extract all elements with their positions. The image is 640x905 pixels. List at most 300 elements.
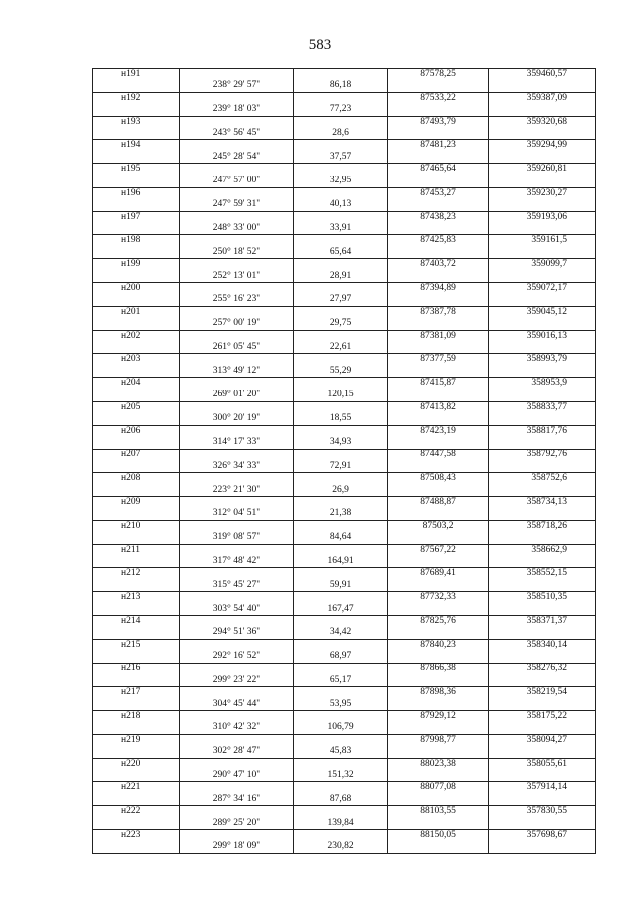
empty-angle-cell: [180, 330, 294, 342]
y-coordinate-cell: 359161,5: [489, 235, 596, 247]
empty-name-cell: [93, 604, 180, 616]
point-name-cell: н204: [93, 378, 180, 390]
distance-cell: 68,97: [294, 651, 388, 663]
segment-row: [93, 176, 596, 188]
point-row: [93, 187, 596, 199]
point-name-cell: н207: [93, 449, 180, 461]
point-name-cell: н198: [93, 235, 180, 247]
x-coordinate-cell: 87377,59: [388, 354, 489, 366]
y-coordinate-cell: 359045,12: [489, 306, 596, 318]
point-name-cell: н203: [93, 354, 180, 366]
x-coordinate-cell: 87898,36: [388, 687, 489, 699]
empty-y-cell: [489, 294, 596, 306]
point-name-cell: н200: [93, 283, 180, 295]
point-row: [93, 568, 596, 580]
distance-cell: 151,32: [294, 770, 388, 782]
direction-angle-cell: 248° 33' 00": [180, 223, 294, 235]
empty-x-cell: [388, 366, 489, 378]
y-coordinate-cell: 359294,99: [489, 140, 596, 152]
empty-y-cell: [489, 556, 596, 568]
empty-y-cell: [489, 247, 596, 259]
empty-x-cell: [388, 318, 489, 330]
empty-y-cell: [489, 318, 596, 330]
empty-distance-cell: [294, 354, 388, 366]
segment-row: [93, 818, 596, 830]
segment-row: [93, 318, 596, 330]
point-row: [93, 283, 596, 295]
empty-name-cell: [93, 223, 180, 235]
empty-y-cell: [489, 508, 596, 520]
direction-angle-cell: 292° 16' 52": [180, 651, 294, 663]
empty-angle-cell: [180, 306, 294, 318]
empty-angle-cell: [180, 473, 294, 485]
direction-angle-cell: 289° 25' 20": [180, 818, 294, 830]
empty-name-cell: [93, 580, 180, 592]
empty-y-cell: [489, 199, 596, 211]
empty-angle-cell: [180, 758, 294, 770]
empty-distance-cell: [294, 544, 388, 556]
empty-distance-cell: [294, 116, 388, 128]
distance-cell: 29,75: [294, 318, 388, 330]
direction-angle-cell: 247° 59' 31": [180, 199, 294, 211]
point-name-cell: н210: [93, 520, 180, 532]
x-coordinate-cell: 87533,22: [388, 92, 489, 104]
segment-row: [93, 461, 596, 473]
point-name-cell: н216: [93, 663, 180, 675]
distance-cell: 53,95: [294, 699, 388, 711]
y-coordinate-cell: 358276,32: [489, 663, 596, 675]
empty-x-cell: [388, 176, 489, 188]
empty-name-cell: [93, 271, 180, 283]
distance-cell: 34,42: [294, 627, 388, 639]
segment-row: [93, 390, 596, 402]
point-name-cell: н223: [93, 830, 180, 842]
point-name-cell: н220: [93, 758, 180, 770]
x-coordinate-cell: 87493,79: [388, 116, 489, 128]
empty-x-cell: [388, 627, 489, 639]
empty-x-cell: [388, 294, 489, 306]
coordinates-table-body: [93, 69, 596, 854]
x-coordinate-cell: 87381,09: [388, 330, 489, 342]
empty-distance-cell: [294, 592, 388, 604]
empty-angle-cell: [180, 782, 294, 794]
empty-distance-cell: [294, 306, 388, 318]
x-coordinate-cell: 87403,72: [388, 259, 489, 271]
empty-x-cell: [388, 104, 489, 116]
empty-angle-cell: [180, 425, 294, 437]
empty-name-cell: [93, 413, 180, 425]
point-row: [93, 306, 596, 318]
point-row: [93, 663, 596, 675]
empty-name-cell: [93, 508, 180, 520]
point-name-cell: н211: [93, 544, 180, 556]
empty-name-cell: [93, 675, 180, 687]
empty-distance-cell: [294, 782, 388, 794]
point-row: [93, 164, 596, 176]
point-name-cell: н215: [93, 639, 180, 651]
distance-cell: 40,13: [294, 199, 388, 211]
direction-angle-cell: 247° 57' 00": [180, 176, 294, 188]
y-coordinate-cell: 358734,13: [489, 497, 596, 509]
segment-row: [93, 746, 596, 758]
distance-cell: 84,64: [294, 532, 388, 544]
empty-y-cell: [489, 366, 596, 378]
empty-y-cell: [489, 580, 596, 592]
segment-row: [93, 271, 596, 283]
empty-y-cell: [489, 176, 596, 188]
empty-name-cell: [93, 556, 180, 568]
point-row: [93, 734, 596, 746]
point-row: [93, 140, 596, 152]
empty-distance-cell: [294, 758, 388, 770]
point-row: [93, 615, 596, 627]
point-name-cell: н191: [93, 69, 180, 81]
empty-distance-cell: [294, 473, 388, 485]
x-coordinate-cell: 87415,87: [388, 378, 489, 390]
point-row: [93, 687, 596, 699]
empty-x-cell: [388, 532, 489, 544]
point-row: [93, 69, 596, 81]
point-row: [93, 235, 596, 247]
direction-angle-cell: 310° 42' 32": [180, 722, 294, 734]
coordinates-table: [92, 68, 596, 854]
empty-y-cell: [489, 746, 596, 758]
point-name-cell: н194: [93, 140, 180, 152]
segment-row: [93, 722, 596, 734]
point-name-cell: н212: [93, 568, 180, 580]
empty-distance-cell: [294, 425, 388, 437]
empty-x-cell: [388, 794, 489, 806]
empty-distance-cell: [294, 520, 388, 532]
y-coordinate-cell: 359230,27: [489, 187, 596, 199]
distance-cell: 21,38: [294, 508, 388, 520]
point-row: [93, 259, 596, 271]
y-coordinate-cell: 359260,81: [489, 164, 596, 176]
empty-x-cell: [388, 199, 489, 211]
point-name-cell: н205: [93, 401, 180, 413]
empty-y-cell: [489, 390, 596, 402]
x-coordinate-cell: 87840,23: [388, 639, 489, 651]
distance-cell: 72,91: [294, 461, 388, 473]
x-coordinate-cell: 87866,38: [388, 663, 489, 675]
empty-y-cell: [489, 770, 596, 782]
x-coordinate-cell: 87488,87: [388, 497, 489, 509]
empty-angle-cell: [180, 806, 294, 818]
distance-cell: 87,68: [294, 794, 388, 806]
empty-name-cell: [93, 794, 180, 806]
distance-cell: 33,91: [294, 223, 388, 235]
point-name-cell: н208: [93, 473, 180, 485]
point-row: [93, 544, 596, 556]
empty-name-cell: [93, 176, 180, 188]
x-coordinate-cell: 87689,41: [388, 568, 489, 580]
y-coordinate-cell: 359460,57: [489, 69, 596, 81]
x-coordinate-cell: 87929,12: [388, 711, 489, 723]
point-row: [93, 473, 596, 485]
empty-name-cell: [93, 437, 180, 449]
direction-angle-cell: 314° 17' 33": [180, 437, 294, 449]
y-coordinate-cell: 358993,79: [489, 354, 596, 366]
distance-cell: 27,97: [294, 294, 388, 306]
point-row: [93, 116, 596, 128]
empty-angle-cell: [180, 211, 294, 223]
empty-name-cell: [93, 366, 180, 378]
distance-cell: 65,64: [294, 247, 388, 259]
point-row: [93, 758, 596, 770]
empty-angle-cell: [180, 283, 294, 295]
segment-row: [93, 342, 596, 354]
empty-y-cell: [489, 104, 596, 116]
x-coordinate-cell: 87732,33: [388, 592, 489, 604]
x-coordinate-cell: 87465,64: [388, 164, 489, 176]
empty-x-cell: [388, 675, 489, 687]
point-name-cell: н197: [93, 211, 180, 223]
empty-name-cell: [93, 722, 180, 734]
empty-name-cell: [93, 390, 180, 402]
empty-x-cell: [388, 413, 489, 425]
empty-y-cell: [489, 532, 596, 544]
segment-row: [93, 556, 596, 568]
empty-distance-cell: [294, 639, 388, 651]
y-coordinate-cell: 358953,9: [489, 378, 596, 390]
direction-angle-cell: 300° 20' 19": [180, 413, 294, 425]
y-coordinate-cell: 358718,26: [489, 520, 596, 532]
empty-distance-cell: [294, 806, 388, 818]
empty-angle-cell: [180, 568, 294, 580]
point-name-cell: н213: [93, 592, 180, 604]
empty-angle-cell: [180, 497, 294, 509]
point-name-cell: н199: [93, 259, 180, 271]
empty-name-cell: [93, 699, 180, 711]
point-name-cell: н222: [93, 806, 180, 818]
x-coordinate-cell: 88077,08: [388, 782, 489, 794]
direction-angle-cell: 303° 54' 40": [180, 604, 294, 616]
direction-angle-cell: 304° 45' 44": [180, 699, 294, 711]
x-coordinate-cell: 88103,55: [388, 806, 489, 818]
empty-y-cell: [489, 342, 596, 354]
empty-x-cell: [388, 746, 489, 758]
y-coordinate-cell: 358552,15: [489, 568, 596, 580]
segment-row: [93, 413, 596, 425]
empty-name-cell: [93, 532, 180, 544]
empty-x-cell: [388, 556, 489, 568]
direction-angle-cell: 269° 01' 20": [180, 390, 294, 402]
direction-angle-cell: 255° 16' 23": [180, 294, 294, 306]
y-coordinate-cell: 358094,27: [489, 734, 596, 746]
y-coordinate-cell: 359193,06: [489, 211, 596, 223]
empty-x-cell: [388, 223, 489, 235]
empty-name-cell: [93, 770, 180, 782]
direction-angle-cell: 302° 28' 47": [180, 746, 294, 758]
segment-row: [93, 80, 596, 92]
distance-cell: 22,61: [294, 342, 388, 354]
y-coordinate-cell: 358752,6: [489, 473, 596, 485]
point-name-cell: н214: [93, 615, 180, 627]
point-row: [93, 806, 596, 818]
empty-x-cell: [388, 818, 489, 830]
empty-angle-cell: [180, 92, 294, 104]
empty-angle-cell: [180, 354, 294, 366]
y-coordinate-cell: 358219,54: [489, 687, 596, 699]
empty-x-cell: [388, 580, 489, 592]
point-row: [93, 401, 596, 413]
point-name-cell: н193: [93, 116, 180, 128]
direction-angle-cell: 299° 18' 09": [180, 841, 294, 853]
segment-row: [93, 104, 596, 116]
segment-row: [93, 580, 596, 592]
empty-distance-cell: [294, 259, 388, 271]
y-coordinate-cell: 357830,55: [489, 806, 596, 818]
empty-name-cell: [93, 152, 180, 164]
empty-name-cell: [93, 841, 180, 853]
y-coordinate-cell: 358817,76: [489, 425, 596, 437]
x-coordinate-cell: 87481,23: [388, 140, 489, 152]
empty-y-cell: [489, 485, 596, 497]
distance-cell: 106,79: [294, 722, 388, 734]
empty-distance-cell: [294, 734, 388, 746]
x-coordinate-cell: 87567,22: [388, 544, 489, 556]
empty-angle-cell: [180, 687, 294, 699]
empty-x-cell: [388, 247, 489, 259]
empty-y-cell: [489, 651, 596, 663]
direction-angle-cell: 238° 29' 57": [180, 80, 294, 92]
x-coordinate-cell: 87503,2: [388, 520, 489, 532]
empty-distance-cell: [294, 330, 388, 342]
empty-name-cell: [93, 318, 180, 330]
point-row: [93, 520, 596, 532]
distance-cell: 34,93: [294, 437, 388, 449]
empty-y-cell: [489, 413, 596, 425]
empty-x-cell: [388, 271, 489, 283]
point-name-cell: н209: [93, 497, 180, 509]
empty-y-cell: [489, 152, 596, 164]
empty-y-cell: [489, 794, 596, 806]
point-row: [93, 711, 596, 723]
point-name-cell: н217: [93, 687, 180, 699]
empty-name-cell: [93, 294, 180, 306]
empty-distance-cell: [294, 92, 388, 104]
point-row: [93, 592, 596, 604]
segment-row: [93, 532, 596, 544]
empty-x-cell: [388, 437, 489, 449]
x-coordinate-cell: 87578,25: [388, 69, 489, 81]
empty-angle-cell: [180, 830, 294, 842]
segment-row: [93, 770, 596, 782]
empty-distance-cell: [294, 449, 388, 461]
point-row: [93, 639, 596, 651]
segment-row: [93, 223, 596, 235]
segment-row: [93, 152, 596, 164]
direction-angle-cell: 299° 23' 22": [180, 675, 294, 687]
point-name-cell: н201: [93, 306, 180, 318]
distance-cell: 120,15: [294, 390, 388, 402]
distance-cell: 32,95: [294, 176, 388, 188]
empty-name-cell: [93, 104, 180, 116]
empty-name-cell: [93, 128, 180, 140]
empty-y-cell: [489, 223, 596, 235]
direction-angle-cell: 326° 34' 33": [180, 461, 294, 473]
distance-cell: 77,23: [294, 104, 388, 116]
distance-cell: 139,84: [294, 818, 388, 830]
empty-y-cell: [489, 271, 596, 283]
empty-x-cell: [388, 80, 489, 92]
x-coordinate-cell: 88023,38: [388, 758, 489, 770]
point-row: [93, 830, 596, 842]
direction-angle-cell: 250° 18' 52": [180, 247, 294, 259]
empty-angle-cell: [180, 449, 294, 461]
empty-distance-cell: [294, 663, 388, 675]
direction-angle-cell: 243° 56' 45": [180, 128, 294, 140]
distance-cell: 28,91: [294, 271, 388, 283]
x-coordinate-cell: 87438,23: [388, 211, 489, 223]
empty-distance-cell: [294, 378, 388, 390]
direction-angle-cell: 312° 04' 51": [180, 508, 294, 520]
empty-x-cell: [388, 722, 489, 734]
x-coordinate-cell: 87413,82: [388, 401, 489, 413]
y-coordinate-cell: 359099,7: [489, 259, 596, 271]
empty-distance-cell: [294, 615, 388, 627]
direction-angle-cell: 252° 13' 01": [180, 271, 294, 283]
empty-distance-cell: [294, 830, 388, 842]
segment-row: [93, 247, 596, 259]
y-coordinate-cell: 358662,9: [489, 544, 596, 556]
empty-x-cell: [388, 128, 489, 140]
empty-y-cell: [489, 841, 596, 853]
y-coordinate-cell: 358833,77: [489, 401, 596, 413]
distance-cell: 37,57: [294, 152, 388, 164]
y-coordinate-cell: 359016,13: [489, 330, 596, 342]
empty-x-cell: [388, 604, 489, 616]
empty-y-cell: [489, 437, 596, 449]
distance-cell: 28,6: [294, 128, 388, 140]
empty-x-cell: [388, 508, 489, 520]
segment-row: [93, 508, 596, 520]
direction-angle-cell: 245° 28' 54": [180, 152, 294, 164]
x-coordinate-cell: 87508,43: [388, 473, 489, 485]
empty-distance-cell: [294, 497, 388, 509]
x-coordinate-cell: 87423,19: [388, 425, 489, 437]
segment-row: [93, 841, 596, 853]
y-coordinate-cell: 358055,61: [489, 758, 596, 770]
point-name-cell: н202: [93, 330, 180, 342]
empty-angle-cell: [180, 615, 294, 627]
point-name-cell: н195: [93, 164, 180, 176]
point-row: [93, 782, 596, 794]
point-name-cell: н192: [93, 92, 180, 104]
segment-row: [93, 199, 596, 211]
segment-row: [93, 437, 596, 449]
point-row: [93, 211, 596, 223]
segment-row: [93, 604, 596, 616]
empty-y-cell: [489, 818, 596, 830]
distance-cell: 230,82: [294, 841, 388, 853]
empty-angle-cell: [180, 378, 294, 390]
empty-angle-cell: [180, 663, 294, 675]
empty-y-cell: [489, 722, 596, 734]
empty-y-cell: [489, 461, 596, 473]
empty-y-cell: [489, 675, 596, 687]
distance-cell: 45,83: [294, 746, 388, 758]
empty-angle-cell: [180, 259, 294, 271]
direction-angle-cell: 257° 00' 19": [180, 318, 294, 330]
empty-distance-cell: [294, 69, 388, 81]
point-row: [93, 425, 596, 437]
page-number: 583: [308, 37, 332, 53]
y-coordinate-cell: 359387,09: [489, 92, 596, 104]
distance-cell: 65,17: [294, 675, 388, 687]
direction-angle-cell: 261° 05' 45": [180, 342, 294, 354]
empty-angle-cell: [180, 734, 294, 746]
